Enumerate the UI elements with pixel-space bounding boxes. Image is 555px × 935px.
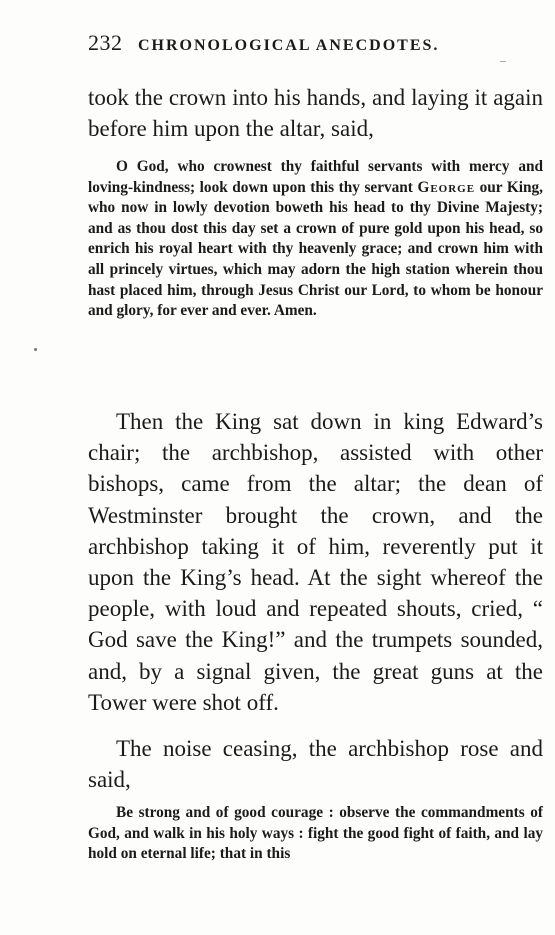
- paragraph-3: The noise ceasing, the archbishop rose and said,: [88, 736, 543, 793]
- prayer-1-name: George: [417, 178, 476, 196]
- prayer-1: [88, 157, 543, 322]
- prayer-1-text-a: O God, who crownest thy faithful servants with mercy and loving-kindness; look down upon this thy servant: [88, 158, 543, 196]
- prayer-1-text-b: our King, who now in lowly devotion boweth his head to thy Divine Majesty; and as thou dost this day set a crown of pure gold upon his head, so enrich his royal heart with thy heavenly grace; and crown him with all princely virtues, which may adorn the high station wherein thou hast placed him, through Jesus Christ our Lord, to whom be honour and glory, for ever and ever. Amen.: [88, 178, 543, 320]
- page-number: 232: [88, 30, 123, 55]
- paragraph-1: took the crown into his hands, and laying it again before him upon the altar, said,: [88, 85, 543, 142]
- page-header: [88, 30, 543, 56]
- margin-speck: [34, 348, 37, 351]
- prayer-2: Be strong and of good courage : observe the commandments of God, and walk in his holy ways : fight the good fight of faith, and lay hold on eternal life; that in this: [88, 804, 543, 863]
- paragraph-2: Then the King sat down in king Edward’s chair; the archbishop, assisted with other bishops, came from the altar; the dean of Westminster brought the crown, and the archbishop taking it of him, reverently put it upon the King’s head. At the sight whereof the people, with loud and repeated shouts, cried, “ God save the King!” and the trumpets sounded, and, by a signal given, the great guns at the Tower were shot off.: [88, 409, 543, 715]
- stray-mark: [500, 61, 506, 62]
- running-title: CHRONOLOGICAL ANECDOTES.: [138, 37, 440, 54]
